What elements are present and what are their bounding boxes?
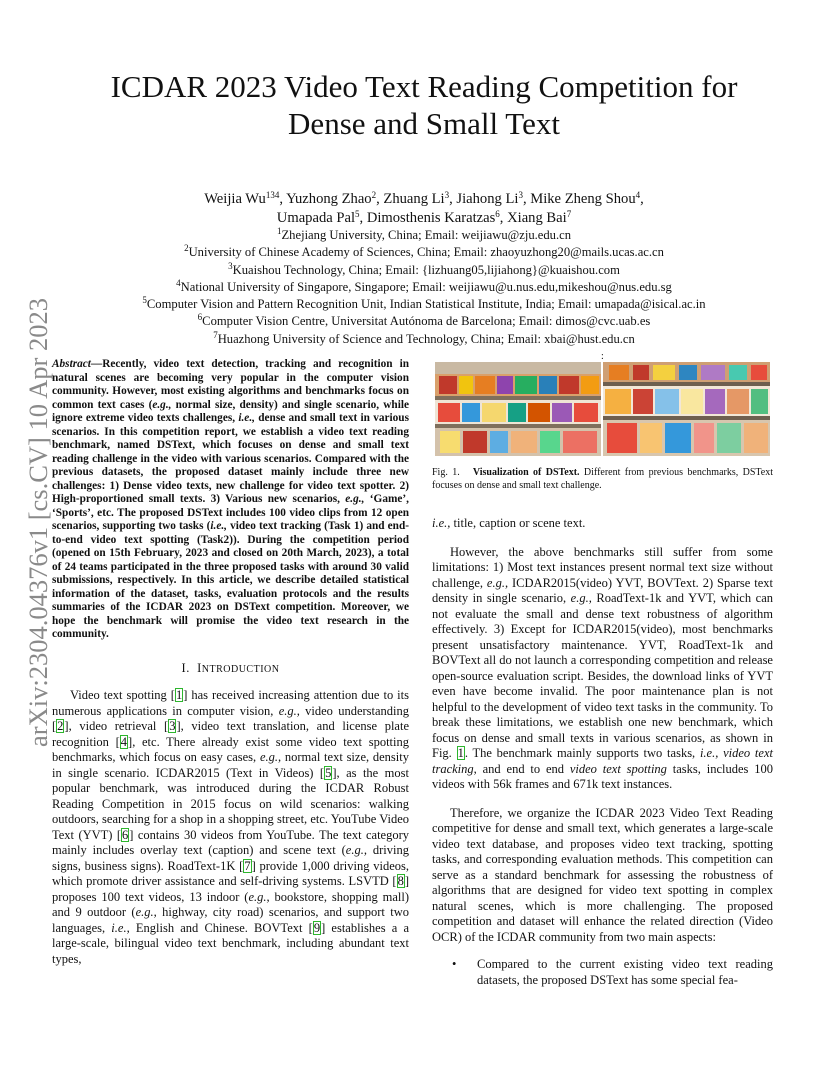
section-heading-introduction: I. INTRODUCTION <box>181 660 280 675</box>
author-list <box>60 190 788 228</box>
abstract: Abstract—Recently, video text detection, tracking and recognition in natural scenes are becoming very popular in the computer vision community. However, most existing algorithms and benchmarks focus on common text cases (e.g., normal size, density) and single scenario, while ignore extreme video texts challenges, i.e., dense and small text in various scenarios. In this competition report, we establish a video text reading benchmark, named DSText, which focuses on dense and small text reading challenge in the video with various scenarios. Compared with the previous datasets, the proposed dataset mainly include three new challenges: 1) Dense video texts, new challenge for video text spotter. 2) High-proportioned small texts. 3) Various new scenarios, e.g., ‘Game’, ‘Sports’, etc. The proposed DSText includes 100 video clips from 12 open scenarios, supporting two tasks (i.e., video text tracking (Task 1) and end-to-end video text spotting (Task2)). During the competition period (opened on 15th February, 2023 and closed on 20th March, 2023), a total of 24 teams participated in the three proposed tasks with around 30 valid submissions, respectively. In this article, we describe detailed statistical information of the dataset, tasks, evaluation protocols and the results summaries of the ICDAR 2023 on DSText competition. Moreover, we hope the benchmark will promise the video text research in the community. <box>52 358 409 640</box>
citation-link[interactable]: 5 <box>325 765 332 780</box>
paragraph-competition: Therefore, we organize the ICDAR 2023 Video Text Reading competitive for dense and small text, which generates a large-scale video text database, and proposes video text tracking, spotting tasks, and corresponding evaluation methods. This competition can serve as a standard benchmark for assessing the robustness of algorithms that are designed for video text spotting in complex natural scenes, which is more challenging. The proposed competition and dataset will enhance the related direction (Video OCR) of the ICDAR community from two main aspects: <box>432 805 773 944</box>
affiliation-list <box>60 227 788 348</box>
citation-link[interactable]: 1 <box>175 688 183 702</box>
affiliation: $^6$Computer Vision Centre, Universitat Autónoma de Barcelona; Email: dimos@cvc.uab.es <box>197 312 651 329</box>
paper-title: ICDAR 2023 Video Text Reading Competition for Dense and Small Text <box>110 69 738 141</box>
affiliation: $^5$Computer Vision and Pattern Recognition Unit, Indian Statistical Institute, India; Email: umapada@isical.ac.in <box>142 295 706 312</box>
paragraph-limitations: However, the above benchmarks still suffer from some limitations: 1) Most text instances present normal text size without challenge, e.g., ICDAR2015(video) YVT, BOVText. 2) Sparse text density in single scenario, e.g., RoadText-1k and YVT, which can not evaluate the small and dense text robustness of algorithm effectively. 3) Except for ICDAR2015(video), most benchmarks present unsatisfactory maintenance. YVT, RoadText-1k and BOVText all do not launch a corresponding competition and release open-source evaluation script. Besides, the download links of YVT even have become invalid. The poor maintenance plan is not helpful to the development of video text tasks in the community. To break these limitations, we establish one new benchmark, which focus on dense and small texts in various scenarios, as shown in Fig. 1. The benchmark mainly supports two tasks, i.e., video text tracking, and end to end video text spotting tasks, includes 100 videos with 56k frames and 671k text instances. <box>432 544 773 791</box>
author-line-2: Umapada Pal$^5$, Dimosthenis Karatzas$^6$, Xiang Bai$^7$ <box>276 209 572 226</box>
affiliation: $^7$Huazhong University of Science and Technology, China; Email: xbai@hust.edu.cn <box>213 329 635 346</box>
bullet-marker: • <box>452 957 457 971</box>
figure-caption: Fig. 1. Visualization of DSText. Different from previous benchmarks, DSText focuses on dense and small text challenge. <box>432 467 774 491</box>
left-column <box>52 358 409 967</box>
citation-link[interactable]: 6 <box>122 827 129 842</box>
affiliation: $^1$Zhejiang University, China; Email: weijiawu@zju.edu.cn <box>276 226 572 242</box>
figure-image-supermarket-left <box>435 362 601 456</box>
affiliation: $^3$Kuaishou Technology, China; Email: {lizhuang05,lijiahong}@kuaishou.com <box>228 260 620 277</box>
citation-link[interactable]: 9 <box>313 920 321 935</box>
citation-link[interactable]: 4 <box>120 734 128 749</box>
figure-mark: : <box>601 351 604 362</box>
arxiv-stamp: arXiv:2304.04376v1 [cs.CV] 10 Apr 2023 <box>23 298 53 747</box>
paragraph-continuation: i.e., title, caption or scene text. <box>432 516 586 530</box>
citation-link[interactable]: 7 <box>244 858 251 873</box>
affiliation: $^2$University of Chinese Academy of Sciences, China; Email: zhaoyuzhong20@mails.ucas.ac.cn <box>184 243 664 260</box>
bullet-item: • Compared to the current existing video text reading datasets, the proposed DSText has some special fea- <box>452 957 773 987</box>
author-line-1: Weijia Wu$^{134}$, Yuzhong Zhao$^2$, Zhuang Li$^3$, Jiahong Li$^3$, Mike Zheng Shou$^4$, <box>204 190 644 207</box>
figure-link[interactable]: 1 <box>457 746 464 760</box>
right-column <box>432 516 773 988</box>
citation-link[interactable]: 8 <box>397 874 404 888</box>
figure-image-supermarket-right <box>603 362 770 456</box>
citation-link[interactable]: 2 <box>57 719 64 733</box>
intro-paragraph: Video text spotting [1] has received increasing attention due to its numerous applications in computer vision, e.g., video understanding [2], video retrieval [3], video text translation, and license plate recognition [4], etc. There already exist some video text spotting benchmarks, which focus on easy cases, e.g., normal text size, density in single scenario. ICDAR2015 (Text in Videos) [5], as the most popular benchmark, was introduced during the ICDAR Robust Reading Competition in 2015 focus on wild scenarios: walking outdoors, searching for a shop in a shopping street, etc. YouTube Video Text (YVT) [6] contains 30 videos from YouTube. The text category mainly includes overlay text (caption) and scene text (e.g., driving signs, business signs). RoadText-1K [7] provide 1,000 driving videos, which promote driver assistance and self-driving systems. LSVTD [8] proposes 100 text videos, 13 indoor (e.g., bookstore, shopping mall) and 9 outdoor (e.g., highway, city road) scenarios, and support two languages, i.e., English and Chinese. BOVText [9] establishes a a large-scale, bilingual video text benchmark, including abundant text types, <box>52 688 410 966</box>
affiliation: $^4$National University of Singapore, Singapore; Email: weijiawu@u.nus.edu,mikeshou@nus.edu.sg <box>176 277 672 294</box>
citation-link[interactable]: 3 <box>169 719 176 733</box>
